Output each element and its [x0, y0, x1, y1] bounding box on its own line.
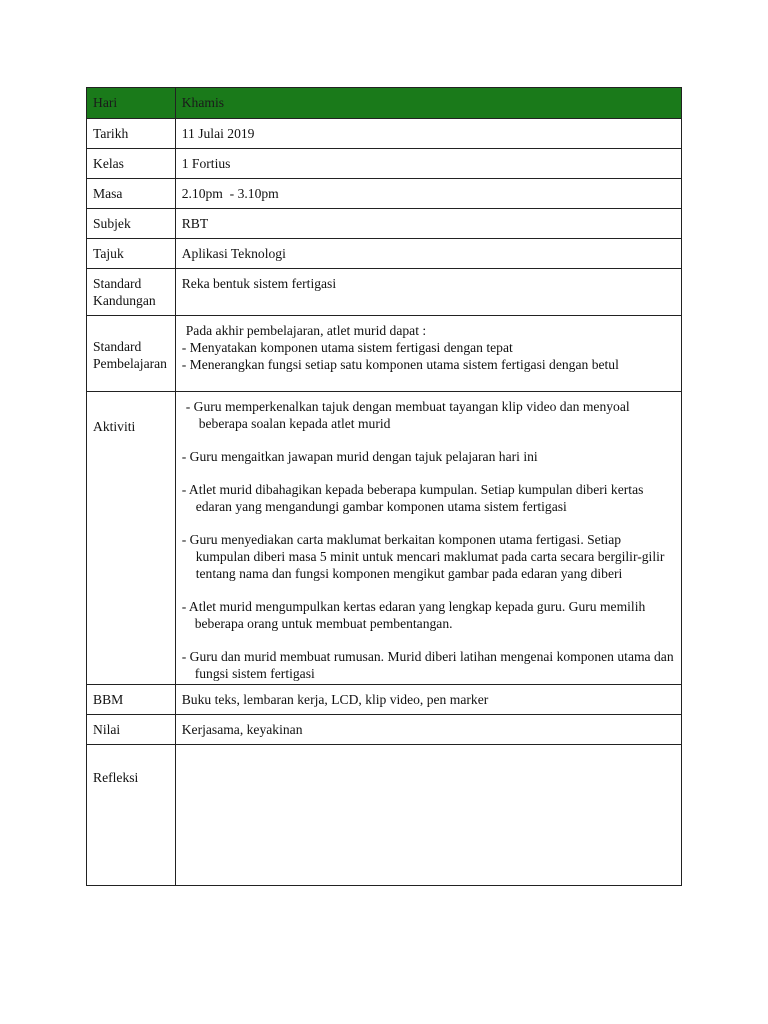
aktiviti-item: - Guru menyediakan carta maklumat berkaitan komponen utama fertigasi. Setiap kumpulan diberi masa 5 minit untuk mencari maklumat pada carta secara bergilir-gilir tentang nama dan fungsi komponen mengikut gambar pada edaran yang diberi: [181, 532, 665, 581]
row-masa: [87, 179, 682, 209]
row-nilai: [87, 715, 682, 745]
value-refleksi: [175, 745, 681, 886]
label-tarikh: Tarikh: [87, 119, 176, 149]
value-masa: 2.10pm - 3.10pm: [175, 179, 681, 209]
value-tajuk: Aplikasi Teknologi: [175, 239, 681, 269]
pembelajaran-item: - Menerangkan fungsi setiap satu komponen utama sistem fertigasi dengan betul: [181, 357, 619, 372]
label-tajuk: Tajuk: [87, 239, 176, 269]
aktiviti-item: - Atlet murid dibahagikan kepada beberapa kumpulan. Setiap kumpulan diberi kertas edaran yang mengandungi gambar komponen utama sistem fertigasi: [181, 482, 644, 514]
label-masa: Masa: [87, 179, 176, 209]
row-kelas: [87, 149, 682, 179]
label-hari: Hari: [87, 88, 176, 119]
value-standard-kandungan: Reka bentuk sistem fertigasi: [175, 269, 681, 316]
pembelajaran-item: - Menyatakan komponen utama sistem fertigasi dengan tepat: [181, 340, 513, 355]
value-subjek: RBT: [175, 209, 681, 239]
row-subjek: [87, 209, 682, 239]
label-aktiviti: Aktiviti: [87, 392, 176, 685]
value-standard-pembelajaran: [175, 316, 681, 392]
pembelajaran-intro: Pada akhir pembelajaran, atlet murid dapat :: [185, 323, 427, 338]
aktiviti-item: - Atlet murid mengumpulkan kertas edaran yang lengkap kepada guru. Guru memilih beberapa orang untuk membuat pembentangan.: [181, 599, 646, 631]
row-hari: [87, 88, 682, 119]
aktiviti-item: - Guru memperkenalkan tajuk dengan membuat tayangan klip video dan menyoal beberapa soalan kepada atlet murid: [185, 399, 630, 431]
value-kelas: 1 Fortius: [175, 149, 681, 179]
value-hari: Khamis: [175, 88, 681, 119]
aktiviti-item: - Guru dan murid membuat rumusan. Murid diberi latihan mengenai komponen utama dan fungsi sistem fertigasi: [181, 649, 674, 681]
row-aktiviti: [87, 392, 682, 685]
label-bbm: BBM: [87, 685, 176, 715]
value-tarikh: 11 Julai 2019: [175, 119, 681, 149]
label-kelas: Kelas: [87, 149, 176, 179]
label-refleksi: Refleksi: [87, 745, 176, 886]
row-refleksi: [87, 745, 682, 886]
lesson-plan-table: [86, 87, 682, 886]
row-standard-kandungan: [87, 269, 682, 316]
row-standard-pembelajaran: [87, 316, 682, 392]
row-tajuk: [87, 239, 682, 269]
label-subjek: Subjek: [87, 209, 176, 239]
label-nilai: Nilai: [87, 715, 176, 745]
value-nilai: Kerjasama, keyakinan: [175, 715, 681, 745]
row-bbm: [87, 685, 682, 715]
label-standard-kandungan: Standard Kandungan: [87, 269, 176, 316]
row-tarikh: [87, 119, 682, 149]
value-bbm: Buku teks, lembaran kerja, LCD, klip video, pen marker: [175, 685, 681, 715]
label-standard-pembelajaran: Standard Pembelajaran: [87, 316, 176, 392]
value-aktiviti: [175, 392, 681, 685]
aktiviti-item: - Guru mengaitkan jawapan murid dengan tajuk pelajaran hari ini: [181, 449, 538, 464]
